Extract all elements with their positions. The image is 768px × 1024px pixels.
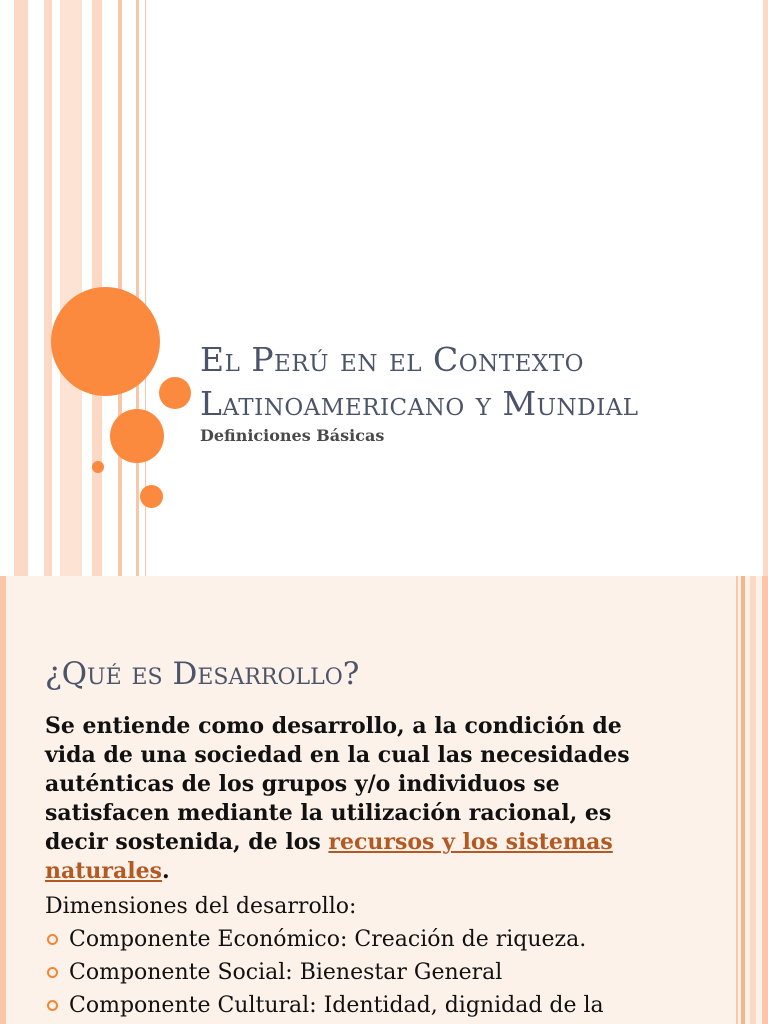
slide-title: ¿Qué es Desarrollo? <box>45 656 360 692</box>
slide-title <box>200 338 760 426</box>
large-circle-decoration <box>51 287 160 396</box>
decorative-stripe <box>763 0 768 576</box>
list-item <box>45 991 645 1020</box>
slide-subtitle: Definiciones Básicas <box>200 426 385 445</box>
slide-body <box>45 712 645 1020</box>
bullet-circle-icon <box>47 1000 58 1011</box>
decorative-stripe <box>736 576 738 1024</box>
decorative-stripe <box>741 576 745 1024</box>
definition-paragraph <box>45 712 645 886</box>
bullet-circle-icon <box>47 934 58 945</box>
decorative-stripe <box>60 0 82 576</box>
decorative-stripe <box>136 0 139 576</box>
list-item-text: Componente Cultural: Identidad, dignidad de la <box>69 993 604 1018</box>
small-circle-decoration <box>140 485 163 508</box>
bullet-circle-icon <box>47 967 58 978</box>
content-slide <box>0 576 768 1024</box>
decorative-stripe <box>0 576 6 1024</box>
definition-end: . <box>162 858 170 884</box>
list-item-text: Componente Social: Bienestar General <box>69 960 503 985</box>
slide-title-line: El Perú en el Contexto <box>200 340 584 379</box>
list-item <box>45 925 645 954</box>
list-item-text: Componente Económico: Creación de riqueza. <box>69 927 587 952</box>
small-circle-decoration <box>159 377 191 409</box>
decorative-stripe <box>44 0 52 576</box>
medium-circle-decoration <box>110 409 164 463</box>
dimensions-label: Dimensiones del desarrollo: <box>45 894 357 919</box>
definition-text: Se entiende como desarrollo, a la condición de vida de una sociedad en la cual las necesidades auténticas de los grupos y/o individuos se satisfacen mediante la utilización racional, es decir sostenida, de los <box>45 713 630 855</box>
decorative-stripe <box>762 576 768 1024</box>
list-item <box>45 958 645 987</box>
decorative-stripe <box>14 0 28 576</box>
tiny-circle-decoration <box>92 461 104 473</box>
decorative-stripe <box>750 576 756 1024</box>
slide-title-line: Latinoamericano y Mundial <box>200 384 639 423</box>
natural-resources-link[interactable]: recursos y los sistemas naturales <box>45 829 613 884</box>
